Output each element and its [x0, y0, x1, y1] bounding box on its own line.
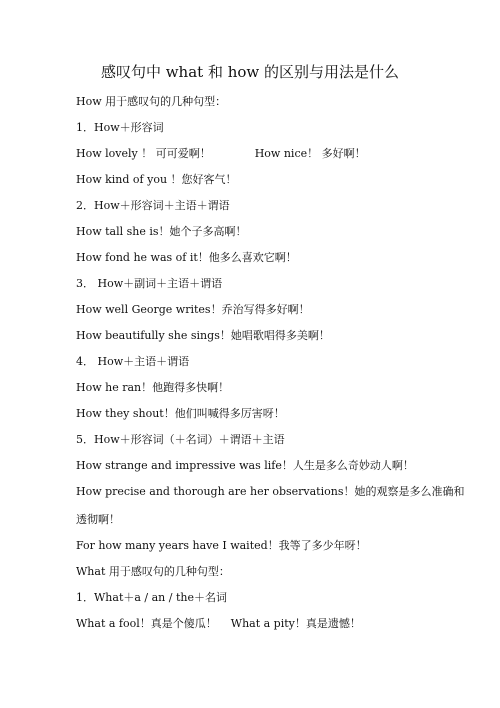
pattern-heading-1: 1．How＋形容词 [76, 121, 164, 134]
example-line: How tall she is！她个子多高啊！ [76, 225, 247, 238]
example-text: How nice！ 多好啊！ [254, 147, 366, 160]
example-line: How they shout！他们叫喊得多厉害呀！ [76, 407, 285, 420]
example-line [76, 146, 366, 162]
example-text: How lovely ！ 可可爱啊！ [76, 147, 211, 160]
example-line: How kind of you ！您好客气！ [76, 173, 237, 186]
pattern-heading-2: 2．How＋形容词＋主语＋谓语 [76, 199, 230, 212]
pattern-heading-3: 3． How＋副词＋主语＋谓语 [76, 277, 223, 290]
pattern-heading-5: 5．How＋形容词（＋名词）＋谓语＋主语 [76, 433, 285, 446]
example-line: How fond he was of it！他多么喜欢它啊！ [76, 251, 297, 264]
example-line: How he ran！他跑得多快啊！ [76, 381, 230, 394]
pattern-heading-4: 4． How＋主语＋谓语 [76, 355, 190, 368]
example-text: What a fool！真是个傻瓜！ [76, 617, 217, 630]
example-line: How strange and impressive was life！人生是多么奇妙动人啊！ [76, 459, 414, 472]
pattern-heading-what-1: 1．What＋a / an / the＋名词 [76, 591, 227, 604]
example-line: How well George writes！乔治写得多好啊！ [76, 303, 310, 316]
section-intro-what: What 用于感叹句的几种句型： [76, 565, 230, 578]
example-line [76, 616, 361, 632]
example-line-continuation: 透彻啊！ [76, 513, 120, 526]
example-line: How beautifully she sings！她唱歌唱得多美啊！ [76, 329, 330, 342]
example-line: How precise and thorough are her observations！她的观察是多么准确和 [76, 485, 465, 498]
example-text: What a pity！真是遗憾！ [230, 617, 361, 630]
document-title: 感叹句中 what 和 how 的区别与用法是什么 [100, 63, 400, 81]
example-line: For how many years have I waited！我等了多少年呀！ [76, 539, 367, 552]
section-intro-how: How 用于感叹句的几种句型： [76, 95, 227, 108]
